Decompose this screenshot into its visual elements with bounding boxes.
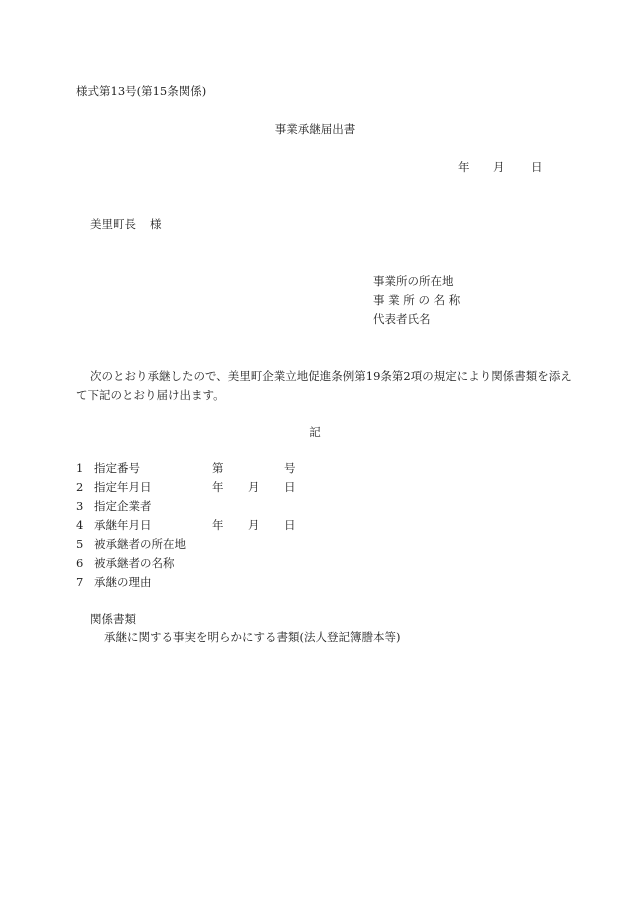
item-row bbox=[76, 520, 296, 532]
item-number: 3 bbox=[76, 499, 84, 513]
date-day: 日 bbox=[531, 160, 543, 174]
item-label: 承継年月日 bbox=[94, 518, 152, 532]
item-row bbox=[76, 463, 296, 475]
form-number: 様式第13号(第15条関係) bbox=[76, 84, 207, 98]
item-number: 7 bbox=[76, 575, 84, 589]
item-value-3: 号 bbox=[284, 461, 296, 475]
item-value-2: 月 bbox=[248, 518, 260, 532]
reporter-address-label: 事業所の所在地 bbox=[373, 274, 454, 288]
item-value-2: 月 bbox=[248, 480, 260, 494]
item-label: 指定年月日 bbox=[94, 480, 152, 494]
item-value-1: 年 bbox=[212, 480, 224, 494]
document-title: 事業承継届出書 bbox=[274, 122, 356, 136]
date-line bbox=[458, 162, 543, 174]
date-month: 月 bbox=[493, 160, 505, 174]
item-label: 指定番号 bbox=[94, 461, 140, 475]
item-row bbox=[76, 539, 212, 551]
item-value-3: 日 bbox=[284, 480, 296, 494]
item-value-3: 日 bbox=[284, 518, 296, 532]
item-row bbox=[76, 577, 212, 589]
item-label: 指定企業者 bbox=[94, 499, 152, 513]
reporter-representative-label: 代表者氏名 bbox=[373, 312, 431, 326]
related-documents-item: 承継に関する事実を明らかにする書類(法人登記簿謄本等) bbox=[104, 630, 401, 644]
addressee-honorific: 様 bbox=[150, 217, 162, 231]
item-number: 4 bbox=[76, 518, 84, 532]
item-label: 被承継者の名称 bbox=[94, 556, 175, 570]
item-row bbox=[76, 501, 212, 513]
item-row bbox=[76, 558, 212, 570]
item-number: 6 bbox=[76, 556, 84, 570]
item-row bbox=[76, 482, 296, 494]
ki-heading: 記 bbox=[309, 425, 321, 439]
addressee bbox=[90, 219, 162, 231]
item-value-1: 第 bbox=[212, 461, 224, 475]
date-year: 年 bbox=[458, 160, 470, 174]
item-number: 1 bbox=[76, 461, 84, 475]
body-text: 次のとおり承継したので、美里町企業立地促進条例第19条第2項の規定により関係書類を添えて下記のとおり届け出ます。 bbox=[76, 369, 572, 402]
item-value-1: 年 bbox=[212, 518, 224, 532]
item-label: 被承継者の所在地 bbox=[94, 537, 186, 551]
reporter-name-label: 事 業 所 の 名 称 bbox=[373, 293, 461, 307]
addressee-name: 美里町長 bbox=[90, 217, 136, 231]
item-number: 5 bbox=[76, 537, 84, 551]
related-documents-title: 関係書類 bbox=[90, 612, 136, 626]
item-number: 2 bbox=[76, 480, 84, 494]
item-label: 承継の理由 bbox=[94, 575, 152, 589]
